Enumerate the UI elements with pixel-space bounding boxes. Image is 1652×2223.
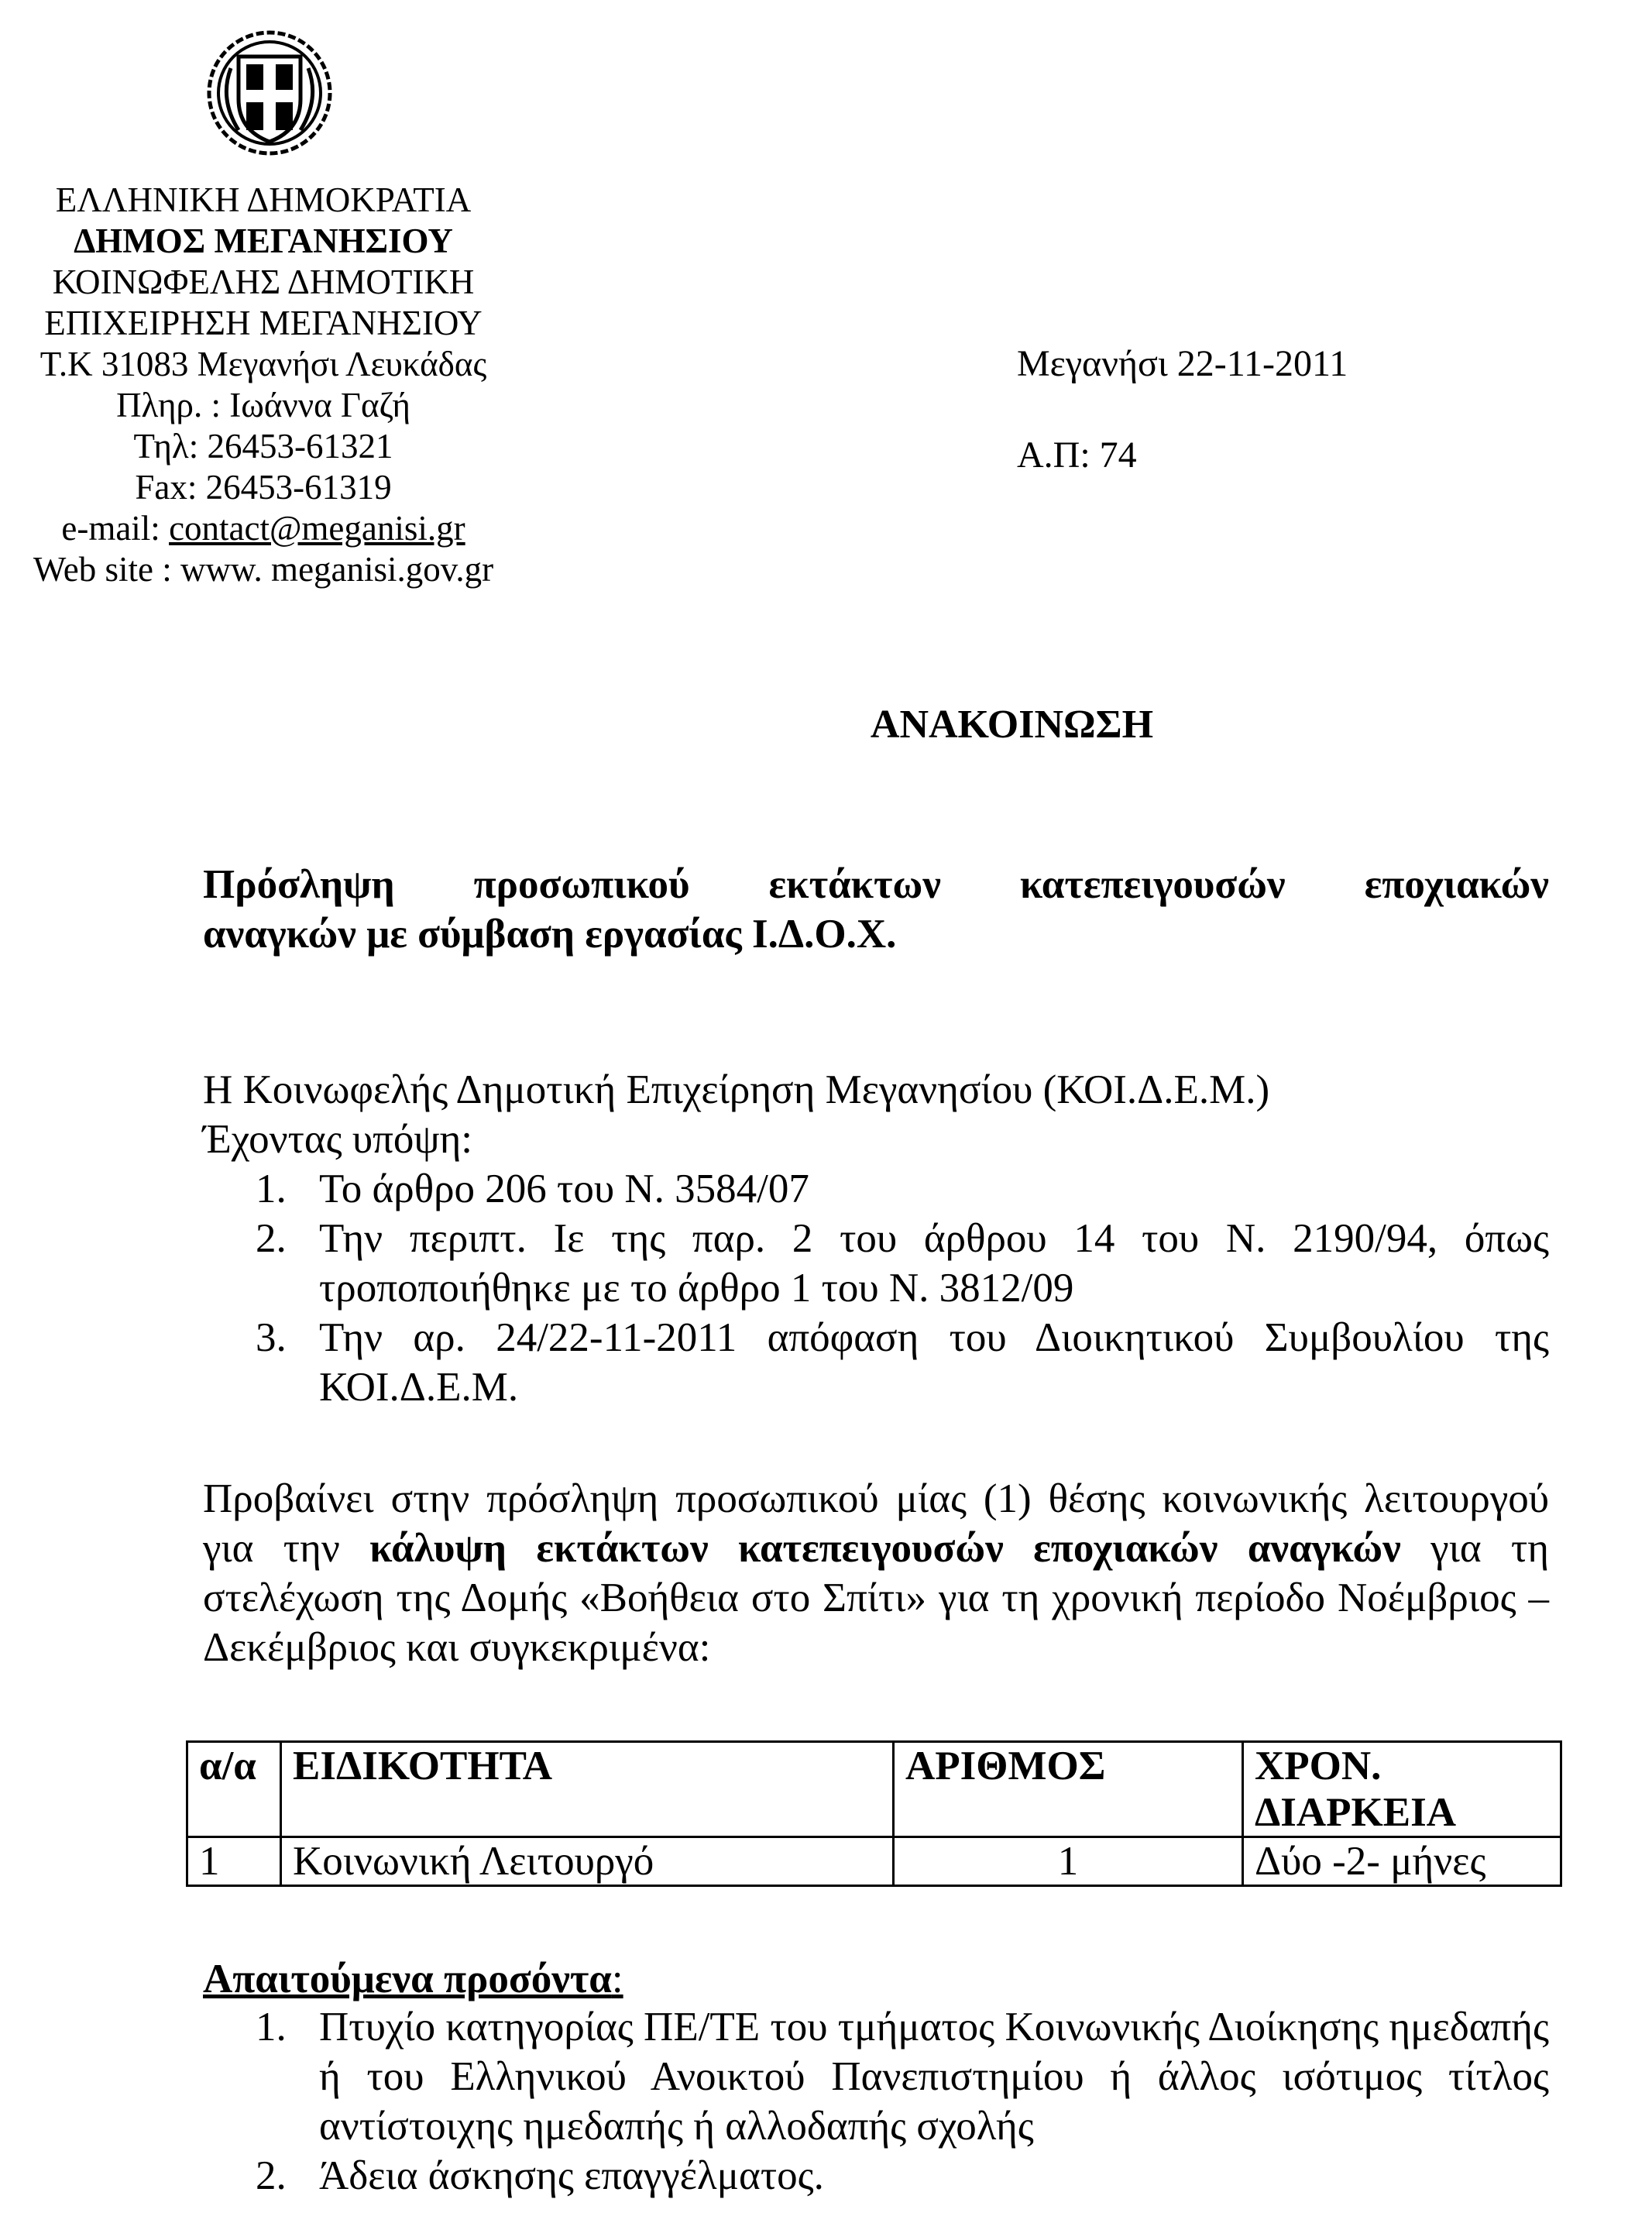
document-title: ΑΝΑΚΟΙΝΩΣΗ [870, 703, 1154, 747]
website: Web site : www. meganisi.gov.gr [33, 550, 494, 589]
column-header-count: ΑΡΙΘΜΟΣ [894, 1742, 1243, 1837]
table-header-row [187, 1742, 1561, 1837]
document-date: Μεγανήσι 22-11-2011 [1017, 343, 1348, 384]
considerations-list [256, 1164, 1549, 1412]
fax-number: Fax: 26453-61319 [135, 468, 392, 507]
list-item-text: Την αρ. 24/22-11-2011 απόφαση του Διοικητικού Συμβουλίου της ΚΟΙ.Δ.Ε.Μ. [319, 1315, 1549, 1410]
column-header-duration: ΧΡΟΝ. ΔΙΑΡΚΕΙΑ [1243, 1742, 1561, 1837]
intro-line-1: Η Κοινωφελής Δημοτική Επιχείρηση Μεγανησίου (ΚΟΙ.Δ.Ε.Μ.) [203, 1067, 1270, 1112]
list-item [256, 1313, 1549, 1412]
qualifications-heading [203, 1956, 623, 2002]
table-cell-number: 1 [187, 1837, 281, 1886]
table-cell-duration: Δύο -2- μήνες [1243, 1837, 1561, 1886]
list-item [256, 2002, 1549, 2151]
list-item-text: Το άρθρο 206 του Ν. 3584/07 [319, 1166, 809, 1211]
list-item [256, 2151, 1549, 2201]
list-item-number: 1. [256, 1166, 287, 1211]
table-cell-count: 1 [894, 1837, 1243, 1886]
organization-line-2: ΕΠΙΧΕΙΡΗΣΗ ΜΕΓΑΝΗΣΙΟΥ [44, 304, 483, 342]
column-header-specialty: ΕΙΔΙΚΟΤΗΤΑ [281, 1742, 894, 1837]
table-row [187, 1837, 1561, 1886]
email-link[interactable]: contact@meganisi.gr [169, 509, 465, 548]
subject-line-2: αναγκών με σύμβαση εργασίας Ι.Δ.Ο.Χ. [203, 912, 897, 957]
sender-block [0, 180, 527, 590]
subject-line-1: Πρόσληψη προσωπικού εκτάκτων κατεπειγουσών εποχιακών [203, 862, 1549, 907]
qualifications-list [256, 2002, 1549, 2201]
paragraph-text-1: Προβαίνει στην πρόσληψη προσωπικού μίας (1) θέσης κοινωνικής λειτουργού για την [203, 1476, 1549, 1571]
greek-coat-of-arms-icon [200, 22, 339, 161]
list-item-number: 1. [256, 2005, 287, 2049]
email-label: e-mail: [61, 509, 170, 548]
protocol-number: Α.Π: 74 [1017, 435, 1137, 476]
list-item [256, 1164, 1549, 1214]
intro-line-2: Έχοντας υπόψη: [203, 1117, 473, 1162]
contact-person: Πληρ. : Ιωάννα Γαζή [116, 386, 410, 424]
qualifications-heading-colon: : [611, 1957, 623, 2001]
list-item [256, 1214, 1549, 1313]
column-header-number: α/α [187, 1742, 281, 1837]
country-name: ΕΛΛΗΝΙΚΗ ΔΗΜΟΚΡΑΤΙΑ [55, 180, 472, 219]
postal-address: Τ.Κ 31083 Μεγανήσι Λευκάδας [39, 345, 487, 383]
positions-table [186, 1740, 1562, 1887]
list-item-text: Πτυχίο κατηγορίας ΠΕ/ΤΕ του τμήματος Κοινωνικής Διοίκησης ημεδαπής ή του Ελληνικού Ανοικτού Πανεπιστημίου ή άλλος ισότιμος τίτλος αντίστοιχης ημεδαπής ή αλλοδαπής σχολής [319, 2005, 1549, 2149]
organization-line-1: ΚΟΙΝΩΦΕΛΗΣ ΔΗΜΟΤΙΚΗ [52, 263, 475, 301]
subject [203, 860, 1549, 959]
main-paragraph [203, 1474, 1549, 1672]
list-item-text: Την περιπτ. Ιε της παρ. 2 του άρθρου 14 του Ν. 2190/94, όπως τροποποιήθηκε με το άρθρο 1 του Ν. 3812/09 [319, 1216, 1549, 1311]
email-line [0, 508, 527, 549]
intro [203, 1065, 1549, 1164]
qualifications-heading-text: Απαιτούμενα προσόντα [203, 1957, 612, 2001]
phone-number: Τηλ: 26453-61321 [133, 427, 393, 466]
list-item-number: 2. [256, 1216, 287, 1261]
list-item-number: 2. [256, 2153, 287, 2198]
municipality-name: ΔΗΜΟΣ ΜΕΓΑΝΗΣΙΟΥ [74, 222, 453, 260]
list-item-text: Άδεια άσκησης επαγγέλματος. [319, 2153, 824, 2198]
table-cell-specialty: Κοινωνική Λειτουργό [281, 1837, 894, 1886]
paragraph-text-2: για τη στελέχωση της Δομής «Βοήθεια στο Σπίτι» για τη χρονική περίοδο Νοέμβριος – Δεκέμβριος και συγκεκριμένα: [203, 1526, 1549, 1670]
paragraph-bold-text: κάλυψη εκτάκτων κατεπειγουσών εποχιακών αναγκών [369, 1526, 1401, 1571]
list-item-number: 3. [256, 1315, 287, 1360]
